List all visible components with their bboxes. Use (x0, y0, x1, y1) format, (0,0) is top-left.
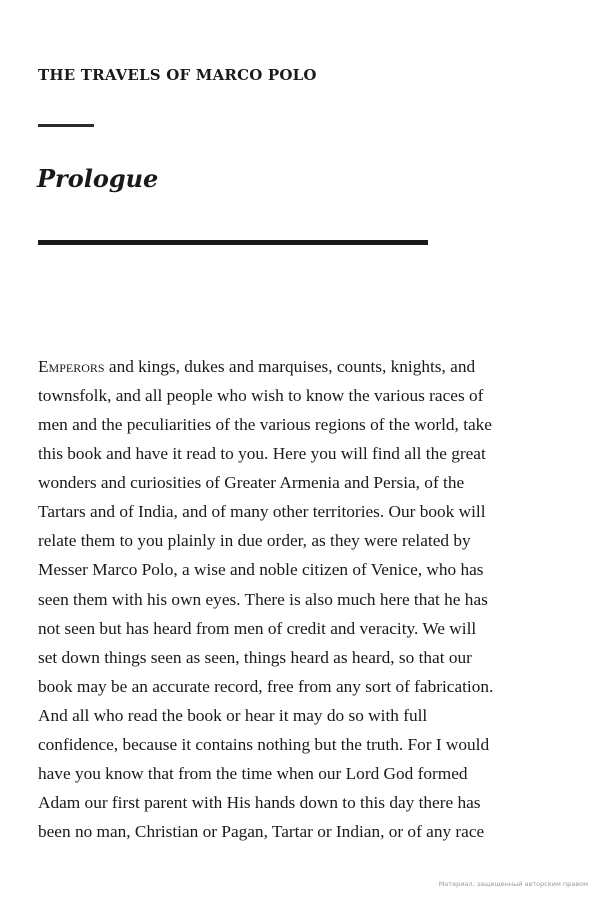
copyright-watermark: Материал, защищенный авторским правом (438, 880, 588, 888)
body-line: been no man, Christian or Pagan, Tartar or Indian, or of any race (38, 822, 485, 841)
chapter-long-rule (38, 240, 428, 245)
body-line: set down things seen as seen, things heard as heard, so that our (38, 647, 472, 667)
title-short-rule (38, 124, 94, 127)
first-line-text: and kings, dukes and marquises, counts, knights, and (104, 357, 476, 376)
book-title: THE TRAVELS OF MARCO POLO (38, 66, 317, 84)
body-line: relate them to you plainly in due order, as they were related by (38, 531, 471, 551)
body-line: book may be an accurate record, free from any sort of fabrication. (38, 676, 494, 696)
body-line: men and the peculiarities of the various regions of the world, take (38, 415, 492, 435)
opening-word-smallcaps: Emperors (38, 357, 105, 376)
body-line: not seen but has heard from men of credit and veracity. We will (38, 618, 477, 638)
body-line: confidence, because it contains nothing but the truth. For I would (38, 734, 490, 754)
body-line: have you know that from the time when our Lord God formed (38, 763, 468, 783)
body-line: this book and have it read to you. Here you will find all the great (38, 444, 486, 464)
body-line: Messer Marco Polo, a wise and noble citizen of Venice, who has (38, 560, 484, 580)
body-line: Adam our first parent with His hands down to this day there has (38, 792, 481, 812)
body-line (38, 352, 573, 381)
body-line: And all who read the book or hear it may do so with full (38, 705, 428, 725)
body-line: seen them with his own eyes. There is also much here that he has (38, 589, 488, 609)
body-line: wonders and curiosities of Greater Armenia and Persia, of the (38, 473, 465, 493)
chapter-title: Prologue (37, 164, 159, 193)
body-line: Tartars and of India, and of many other territories. Our book will (38, 502, 486, 522)
body-line: townsfolk, and all people who wish to know the various races of (38, 386, 484, 406)
body-text (38, 352, 573, 846)
